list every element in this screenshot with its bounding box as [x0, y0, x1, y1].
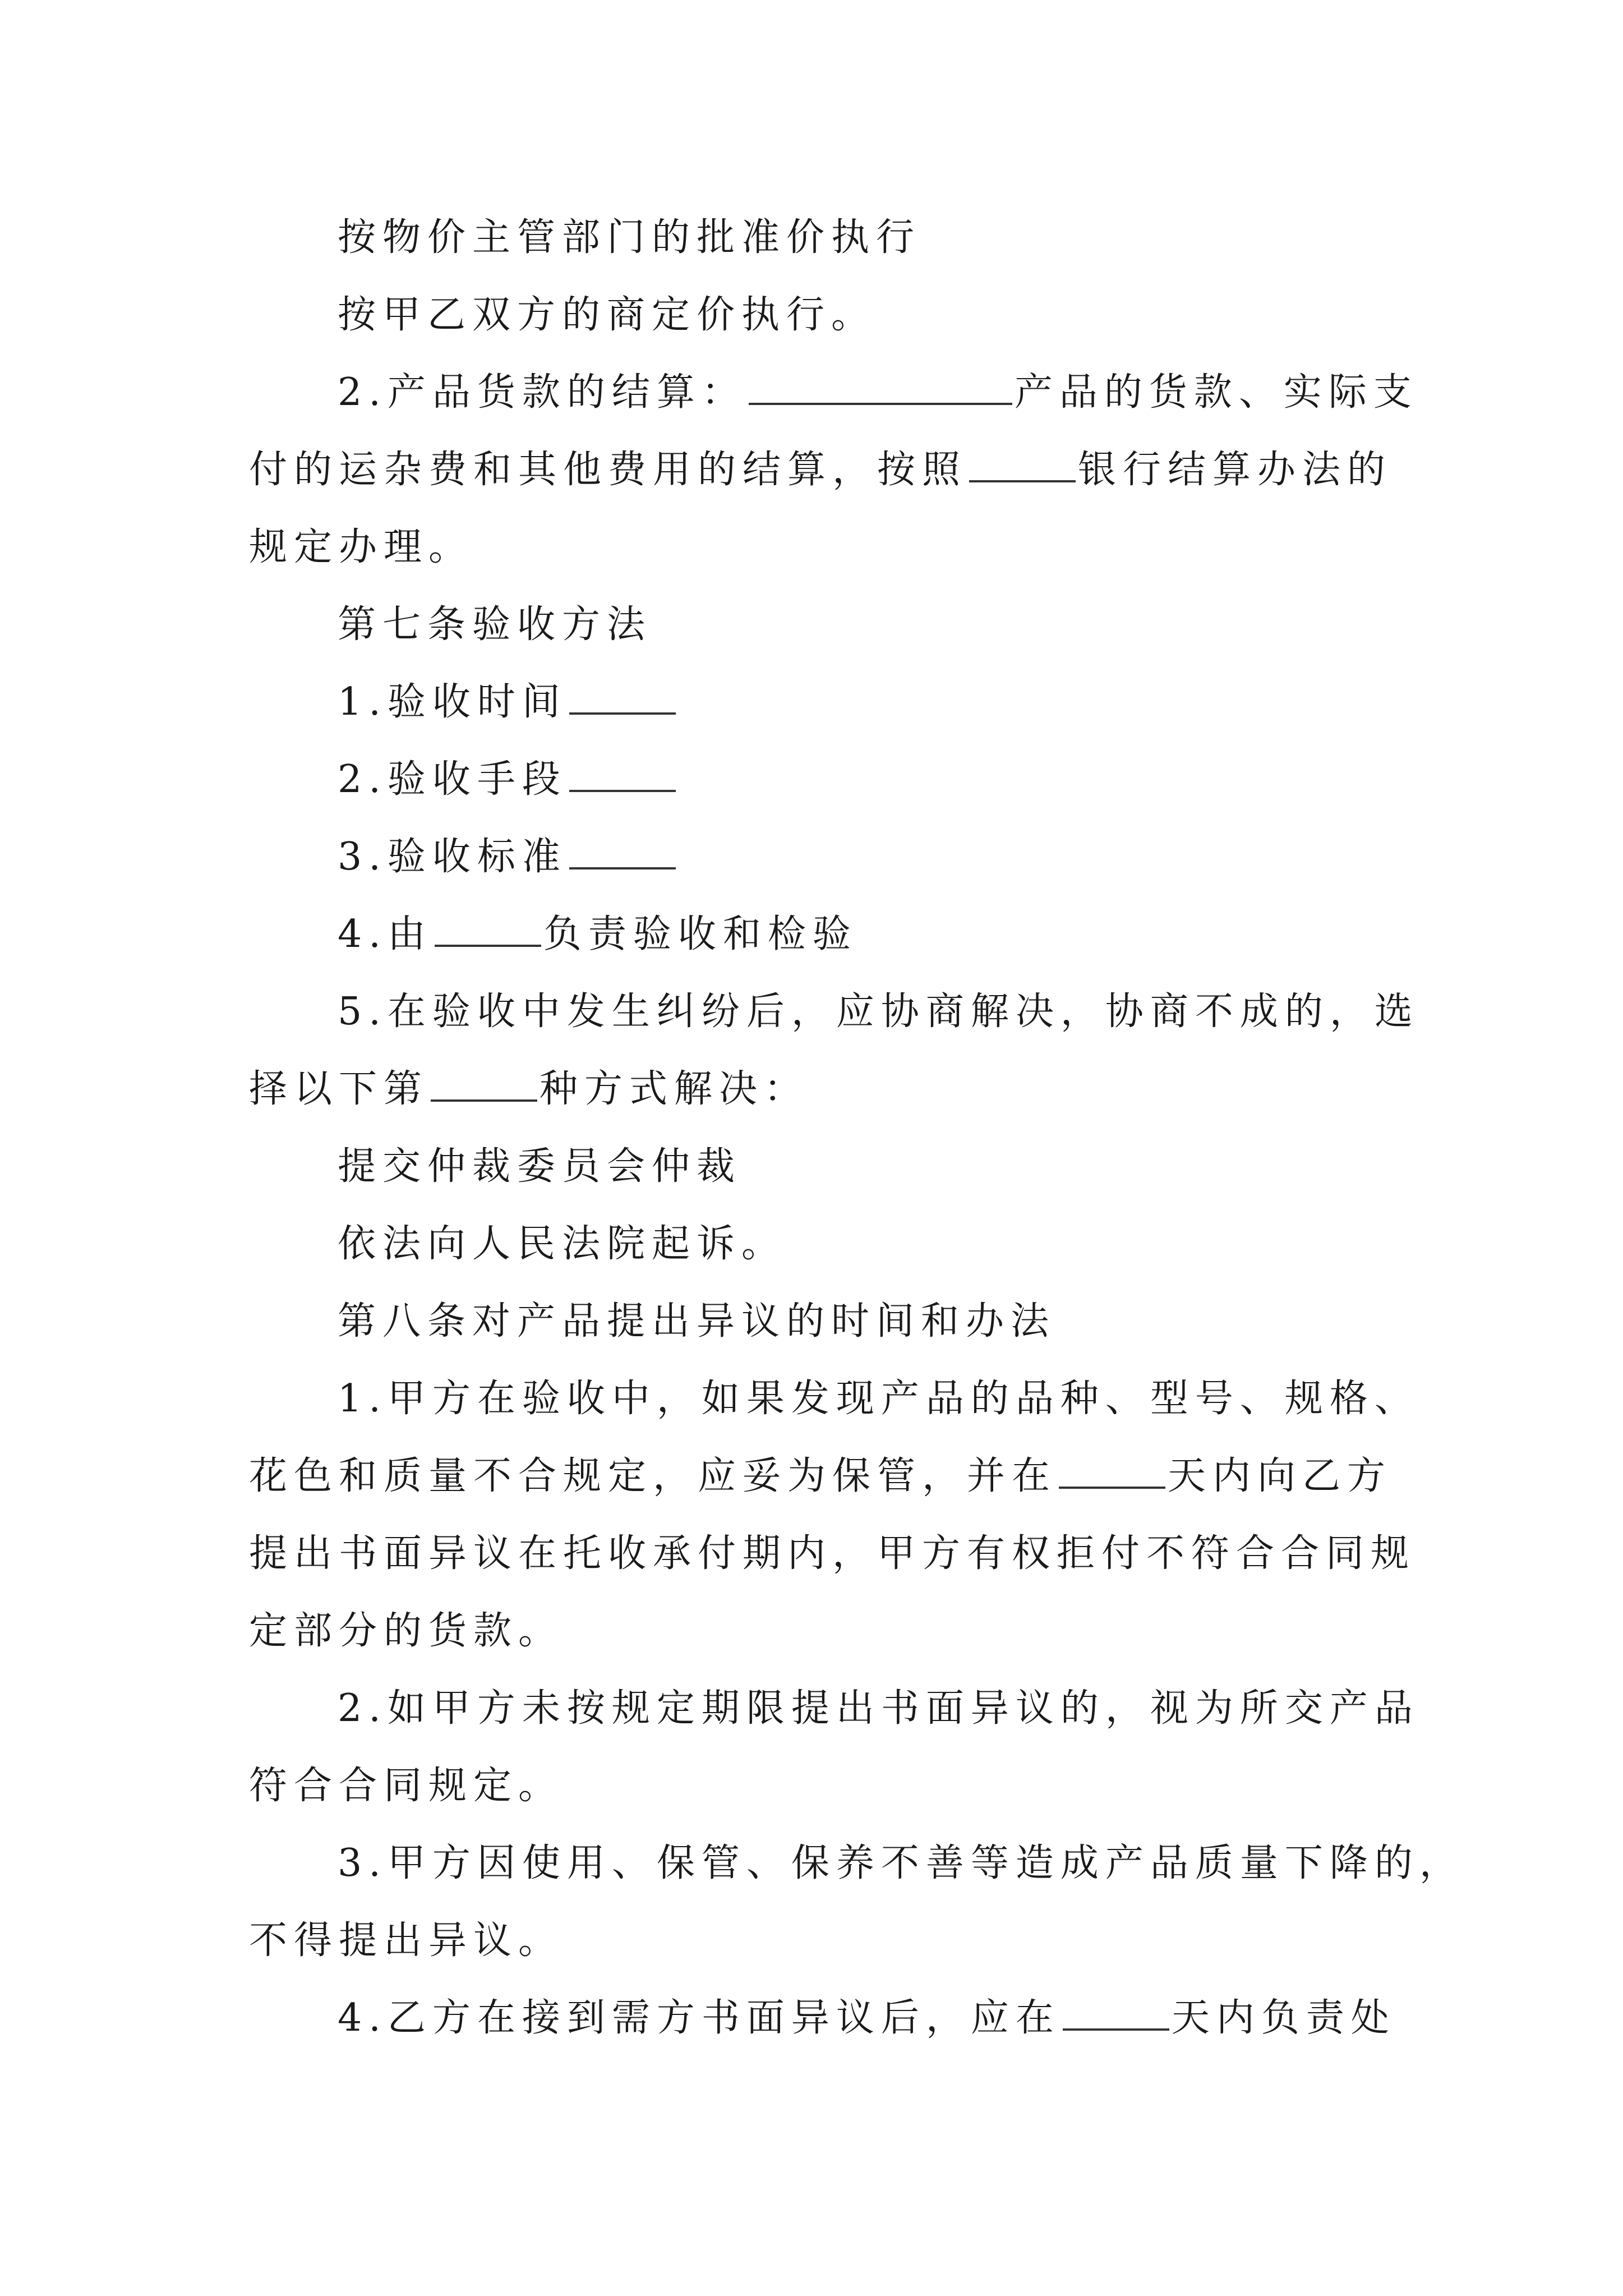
fill-blank [1063, 1996, 1169, 2031]
fill-blank [1059, 1454, 1165, 1489]
document-body [249, 199, 1464, 2057]
paragraph-line: 5.在验收中发生纠纷后，应协商解决，协商不成的，选 [338, 990, 1419, 1034]
paragraph-line: 提出书面异议在托收承付期内，甲方有权拒付不符合合同规 [249, 1531, 1416, 1576]
fill-blank [569, 680, 676, 715]
paragraph-line: 3.甲方因使用、保管、保养不善等造成产品质量下降的， [338, 1841, 1464, 1885]
paragraph-line: 2.如甲方未按规定期限提出书面异议的，视为所交产品 [338, 1686, 1419, 1731]
paragraph-line: 符合合同规定。 [249, 1764, 564, 1808]
fill-blank [969, 448, 1076, 482]
fill-blank [569, 835, 676, 869]
paragraph-line: 4.乙方在接到需方书面异议后，应在 天内负责处 [338, 1996, 1396, 2040]
paragraph-line: 付的运杂费和其他费用的结算，按照 银行结算办法的 [249, 448, 1393, 492]
paragraph-line: 定部分的货款。 [249, 1609, 564, 1653]
paragraph-line: 2.验收手段 [249, 741, 1404, 818]
paragraph-line: 择以下第 种方式解决： [249, 1067, 809, 1111]
paragraph-line: 按物价主管部门的批准价执行 [338, 215, 921, 260]
paragraph-line: 2.产品货款的结算： 产品的货款、实际支 [338, 370, 1418, 415]
section-heading: 第八条对产品提出异议的时间和办法 [338, 1299, 1056, 1343]
paragraph-line: 规定办理。 [249, 525, 474, 569]
paragraph-line: 3.验收标准 [249, 818, 1404, 896]
fill-blank [431, 1067, 537, 1102]
paragraph-line: 4.由 负责验收和检验 [338, 912, 857, 956]
paragraph-line: 依法向人民法院起诉。 [338, 1222, 787, 1266]
fill-blank [749, 370, 1012, 405]
paragraph-line: 按甲乙双方的商定价执行。 [338, 293, 877, 337]
paragraph-line: 不得提出异议。 [249, 1918, 564, 1963]
section-heading: 第七条验收方法 [338, 602, 652, 647]
fill-blank [435, 912, 541, 947]
paragraph-line: 1.甲方在验收中，如果发现产品的品种、型号、规格、 [338, 1377, 1419, 1421]
paragraph-line: 提交仲裁委员会仲裁 [338, 1144, 742, 1189]
paragraph-line: 1.验收时间 [249, 664, 1404, 741]
paragraph-line: 花色和质量不合规定，应妥为保管，并在 天内向乙方 [249, 1454, 1393, 1498]
fill-blank [569, 757, 676, 792]
